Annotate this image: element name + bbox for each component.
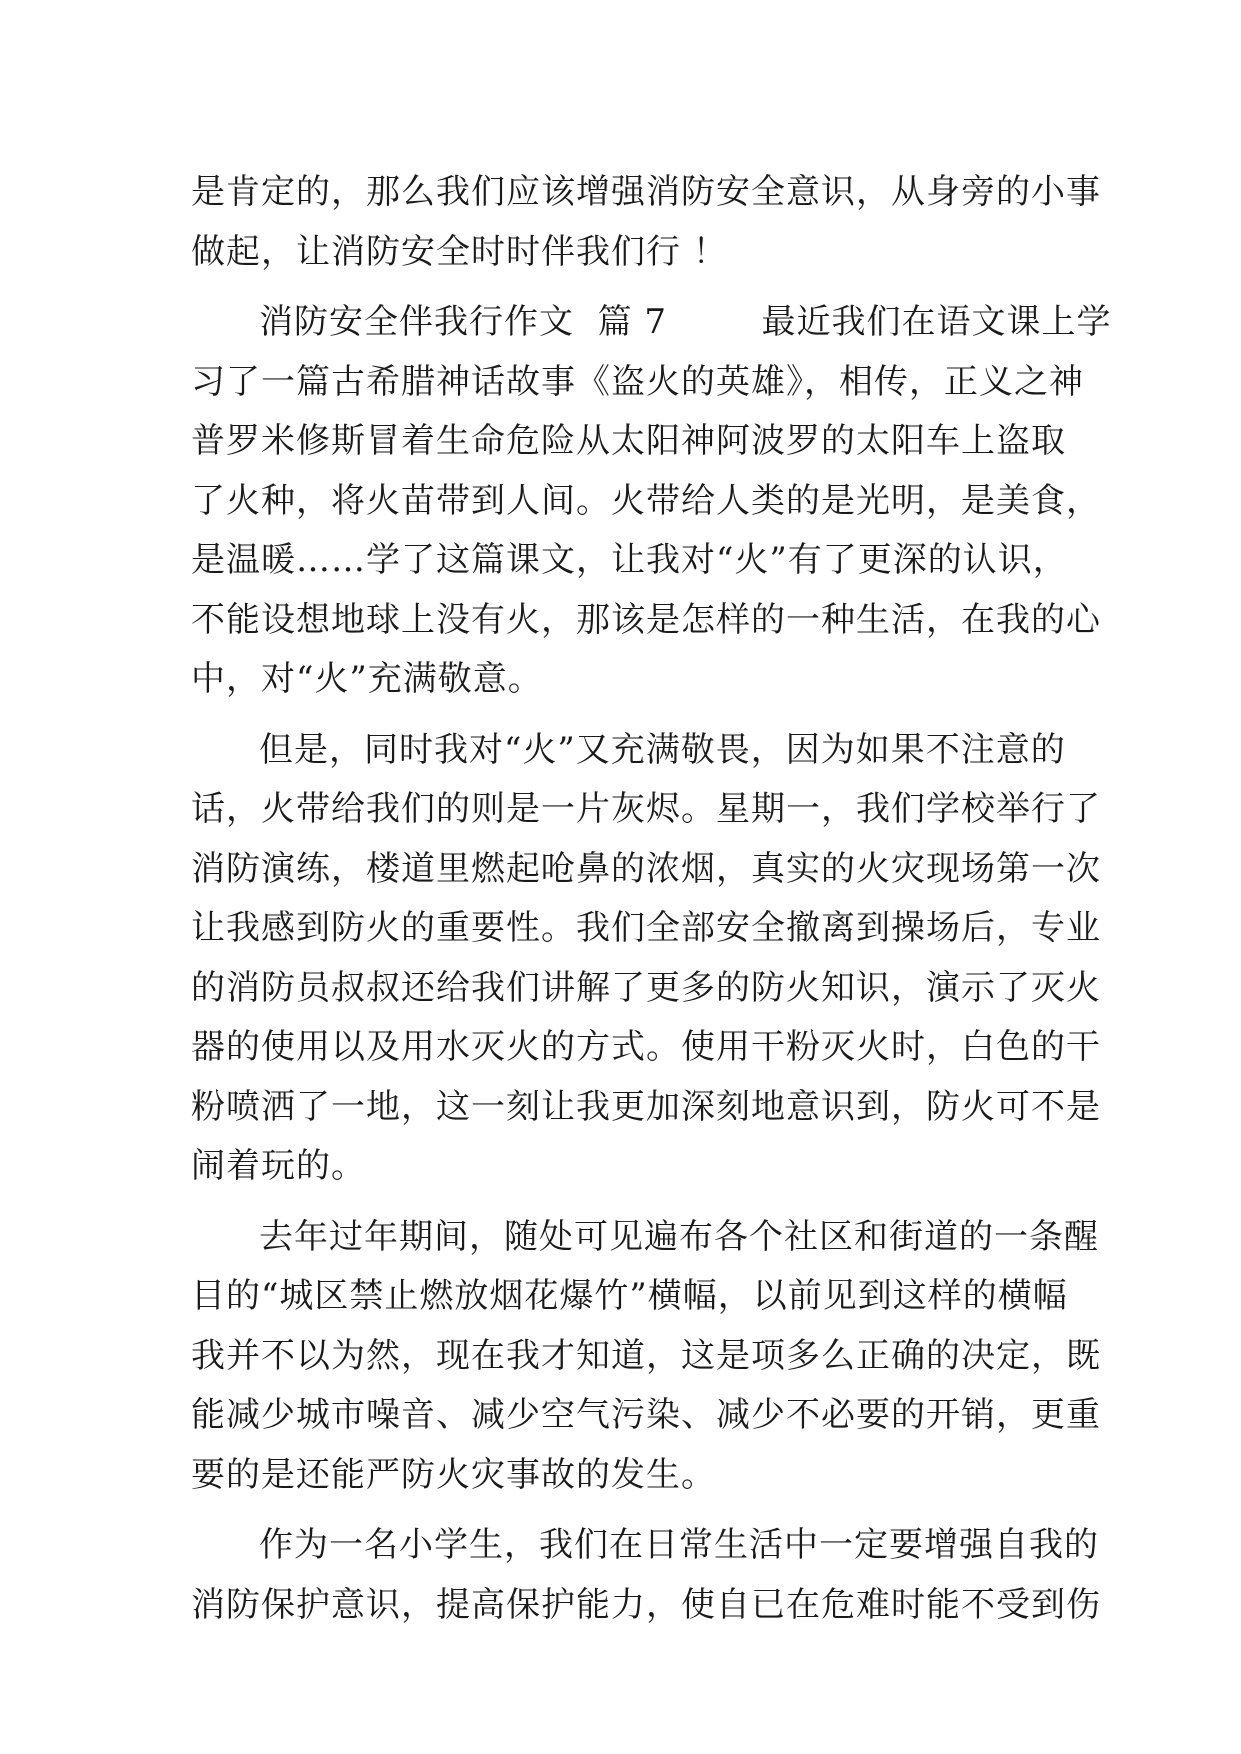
paragraph [191,293,1112,710]
document-body [191,163,1112,1635]
paragraph [191,721,1101,1197]
text-line: 做起，让消防安全时时伴我们行 ！ [191,231,728,272]
text-line: 能减少城市噪音、减少空气污染、减少不必要的开销，更重 [191,1395,1101,1435]
text-line: 闹着玩的。 [191,1146,366,1186]
text-line: 话，火带给我们的则是一片灰烬。星期一，我们学校举行了 [191,789,1101,829]
text-line: 要的是还能严防火灾事故的发生。 [191,1454,716,1495]
text-line: 消防保护意识，提高保护能力，使自已在危难时能不受到伤 [191,1584,1101,1625]
paragraph [191,163,1101,282]
text-line: 普罗米修斯冒着生命危险从太阳神阿波罗的太阳车上盗取 [191,421,1066,461]
text-line: 但是，同时我对“火”又充满敬畏，因为如果不注意的 [259,729,1066,770]
text-line: 去年过年期间，随处可见遍布各个社区和街道的一条醒 [259,1216,1099,1257]
text-line: 的消防员叔叔还给我们讲解了更多的防火知识，演示了灭火 [191,967,1101,1008]
text-line: 粉喷洒了一地，这一刻让我更加深刻地意识到，防火可不是 [191,1086,1101,1127]
text-line: 让我感到防火的重要性。我们全部安全撤离到操场后，专业 [191,908,1101,948]
text-line: 了火种，将火苗带到人间。火带给人类的是光明，是美食， [191,480,1101,521]
paragraph [191,1208,1101,1506]
text-line: 目的“城区禁止燃放烟花爆竹”横幅，以前见到这样的横幅 [191,1276,1068,1316]
text-line: 中，对“火”充满敬意。 [191,659,543,699]
text-line: 不能设想地球上没有火，那该是怎样的一种生活，在我的心 [191,599,1101,640]
text-line: 器的使用以及用水灭火的方式。使用干粉灭火时，白色的干 [191,1027,1101,1067]
text-line: 作为一名小学生，我们在日常生活中一定要增强自我的 [259,1525,1099,1565]
text-line: 我并不以为然，现在我才知道，这是项多么正确的决定，既 [191,1335,1101,1376]
paragraph [191,1516,1101,1635]
text-line: 消防演练，楼道里燃起呛鼻的浓烟，真实的火灾现场第一次 [191,848,1101,889]
text-line: 是温暖……学了这篇课文，让我对“火”有了更深的认识， [191,540,1068,580]
text-line: 习了一篇古希腊神话故事《盗火的英雄》，相传，正义之神 [191,361,1084,402]
text-line: 是肯定的，那么我们应该增强消防安全意识，从身旁的小事 [191,172,1101,212]
text-line: 消防安全伴我行作文 篇 7 最近我们在语文课上学 [259,302,1112,342]
